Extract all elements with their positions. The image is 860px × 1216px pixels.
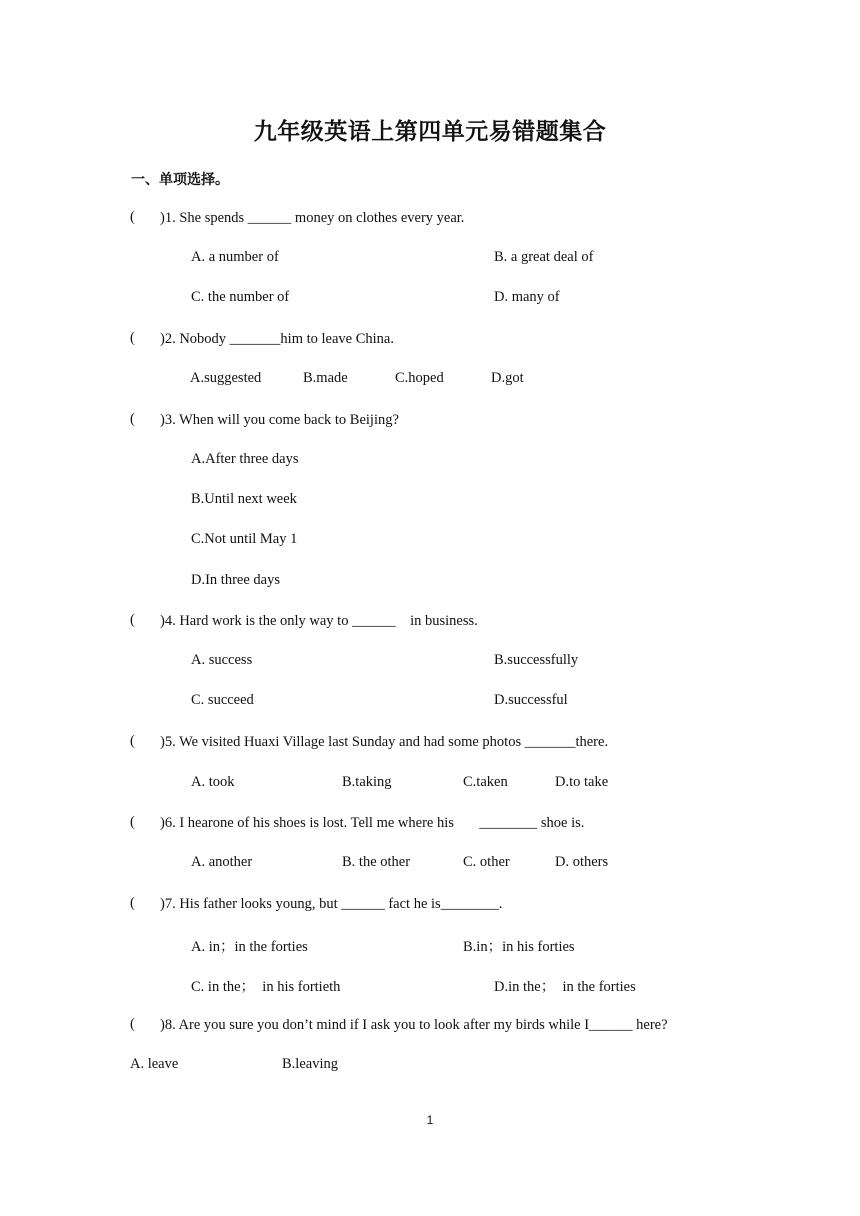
option: C.hoped — [395, 370, 444, 386]
option: D.in the； in the forties — [494, 979, 636, 995]
option: B.Until next week — [191, 491, 297, 507]
option: A.suggested — [190, 370, 262, 386]
option: A. in；in the forties — [191, 939, 308, 955]
option: C.Not until May 1 — [191, 531, 298, 547]
option: A. leave — [130, 1056, 179, 1072]
option: D.In three days — [191, 572, 280, 588]
answer-paren: ( — [130, 895, 135, 911]
page-number: 1 — [426, 1113, 434, 1127]
question-stem: )1. She spends ______ money on clothes every year. — [160, 210, 465, 226]
option: B. the other — [342, 854, 411, 870]
option: D.got — [491, 370, 524, 386]
question-stem: )2. Nobody _______him to leave China. — [160, 331, 394, 347]
option: C. succeed — [191, 692, 254, 708]
option: B.made — [303, 370, 348, 386]
question-stem: )4. Hard work is the only way to ______ in business. — [160, 613, 478, 629]
option: C. other — [463, 854, 510, 870]
option: A. success — [191, 652, 253, 668]
option: C. in the； in his fortieth — [191, 979, 341, 995]
answer-paren: ( — [130, 814, 135, 830]
option: B.in；in his forties — [463, 939, 575, 955]
option: D. others — [555, 854, 609, 870]
option: C. the number of — [191, 289, 290, 305]
option: A. took — [191, 774, 235, 790]
question-stem: )7. His father looks young, but ______ fact he is________. — [160, 896, 503, 912]
option: D.successful — [494, 692, 568, 708]
option: D. many of — [494, 289, 560, 305]
option: C.taken — [463, 774, 508, 790]
answer-paren: ( — [130, 209, 135, 225]
question-stem: )3. When will you come back to Beijing? — [160, 412, 399, 428]
question-stem: )6. I hearone of his shoes is lost. Tell me where his ________ shoe is. — [160, 815, 585, 831]
answer-paren: ( — [130, 612, 135, 628]
option: A. a number of — [191, 249, 279, 265]
option: B. a great deal of — [494, 249, 594, 265]
option: B.taking — [342, 774, 392, 790]
answer-paren: ( — [130, 733, 135, 749]
option: A.After three days — [191, 451, 299, 467]
question-stem: )8. Are you sure you don’t mind if I ask you to look after my birds while I______ here? — [160, 1017, 668, 1033]
option: D.to take — [555, 774, 609, 790]
document-title: 九年级英语上第四单元易错题集合 — [253, 119, 607, 145]
option: A. another — [191, 854, 253, 870]
answer-paren: ( — [130, 411, 135, 427]
answer-paren: ( — [130, 1016, 135, 1032]
answer-paren: ( — [130, 330, 135, 346]
option: B.successfully — [494, 652, 579, 668]
option: B.leaving — [282, 1056, 338, 1072]
section-heading: 一、单项选择。 — [131, 172, 229, 188]
question-stem: )5. We visited Huaxi Village last Sunday and had some photos _______there. — [160, 734, 609, 750]
